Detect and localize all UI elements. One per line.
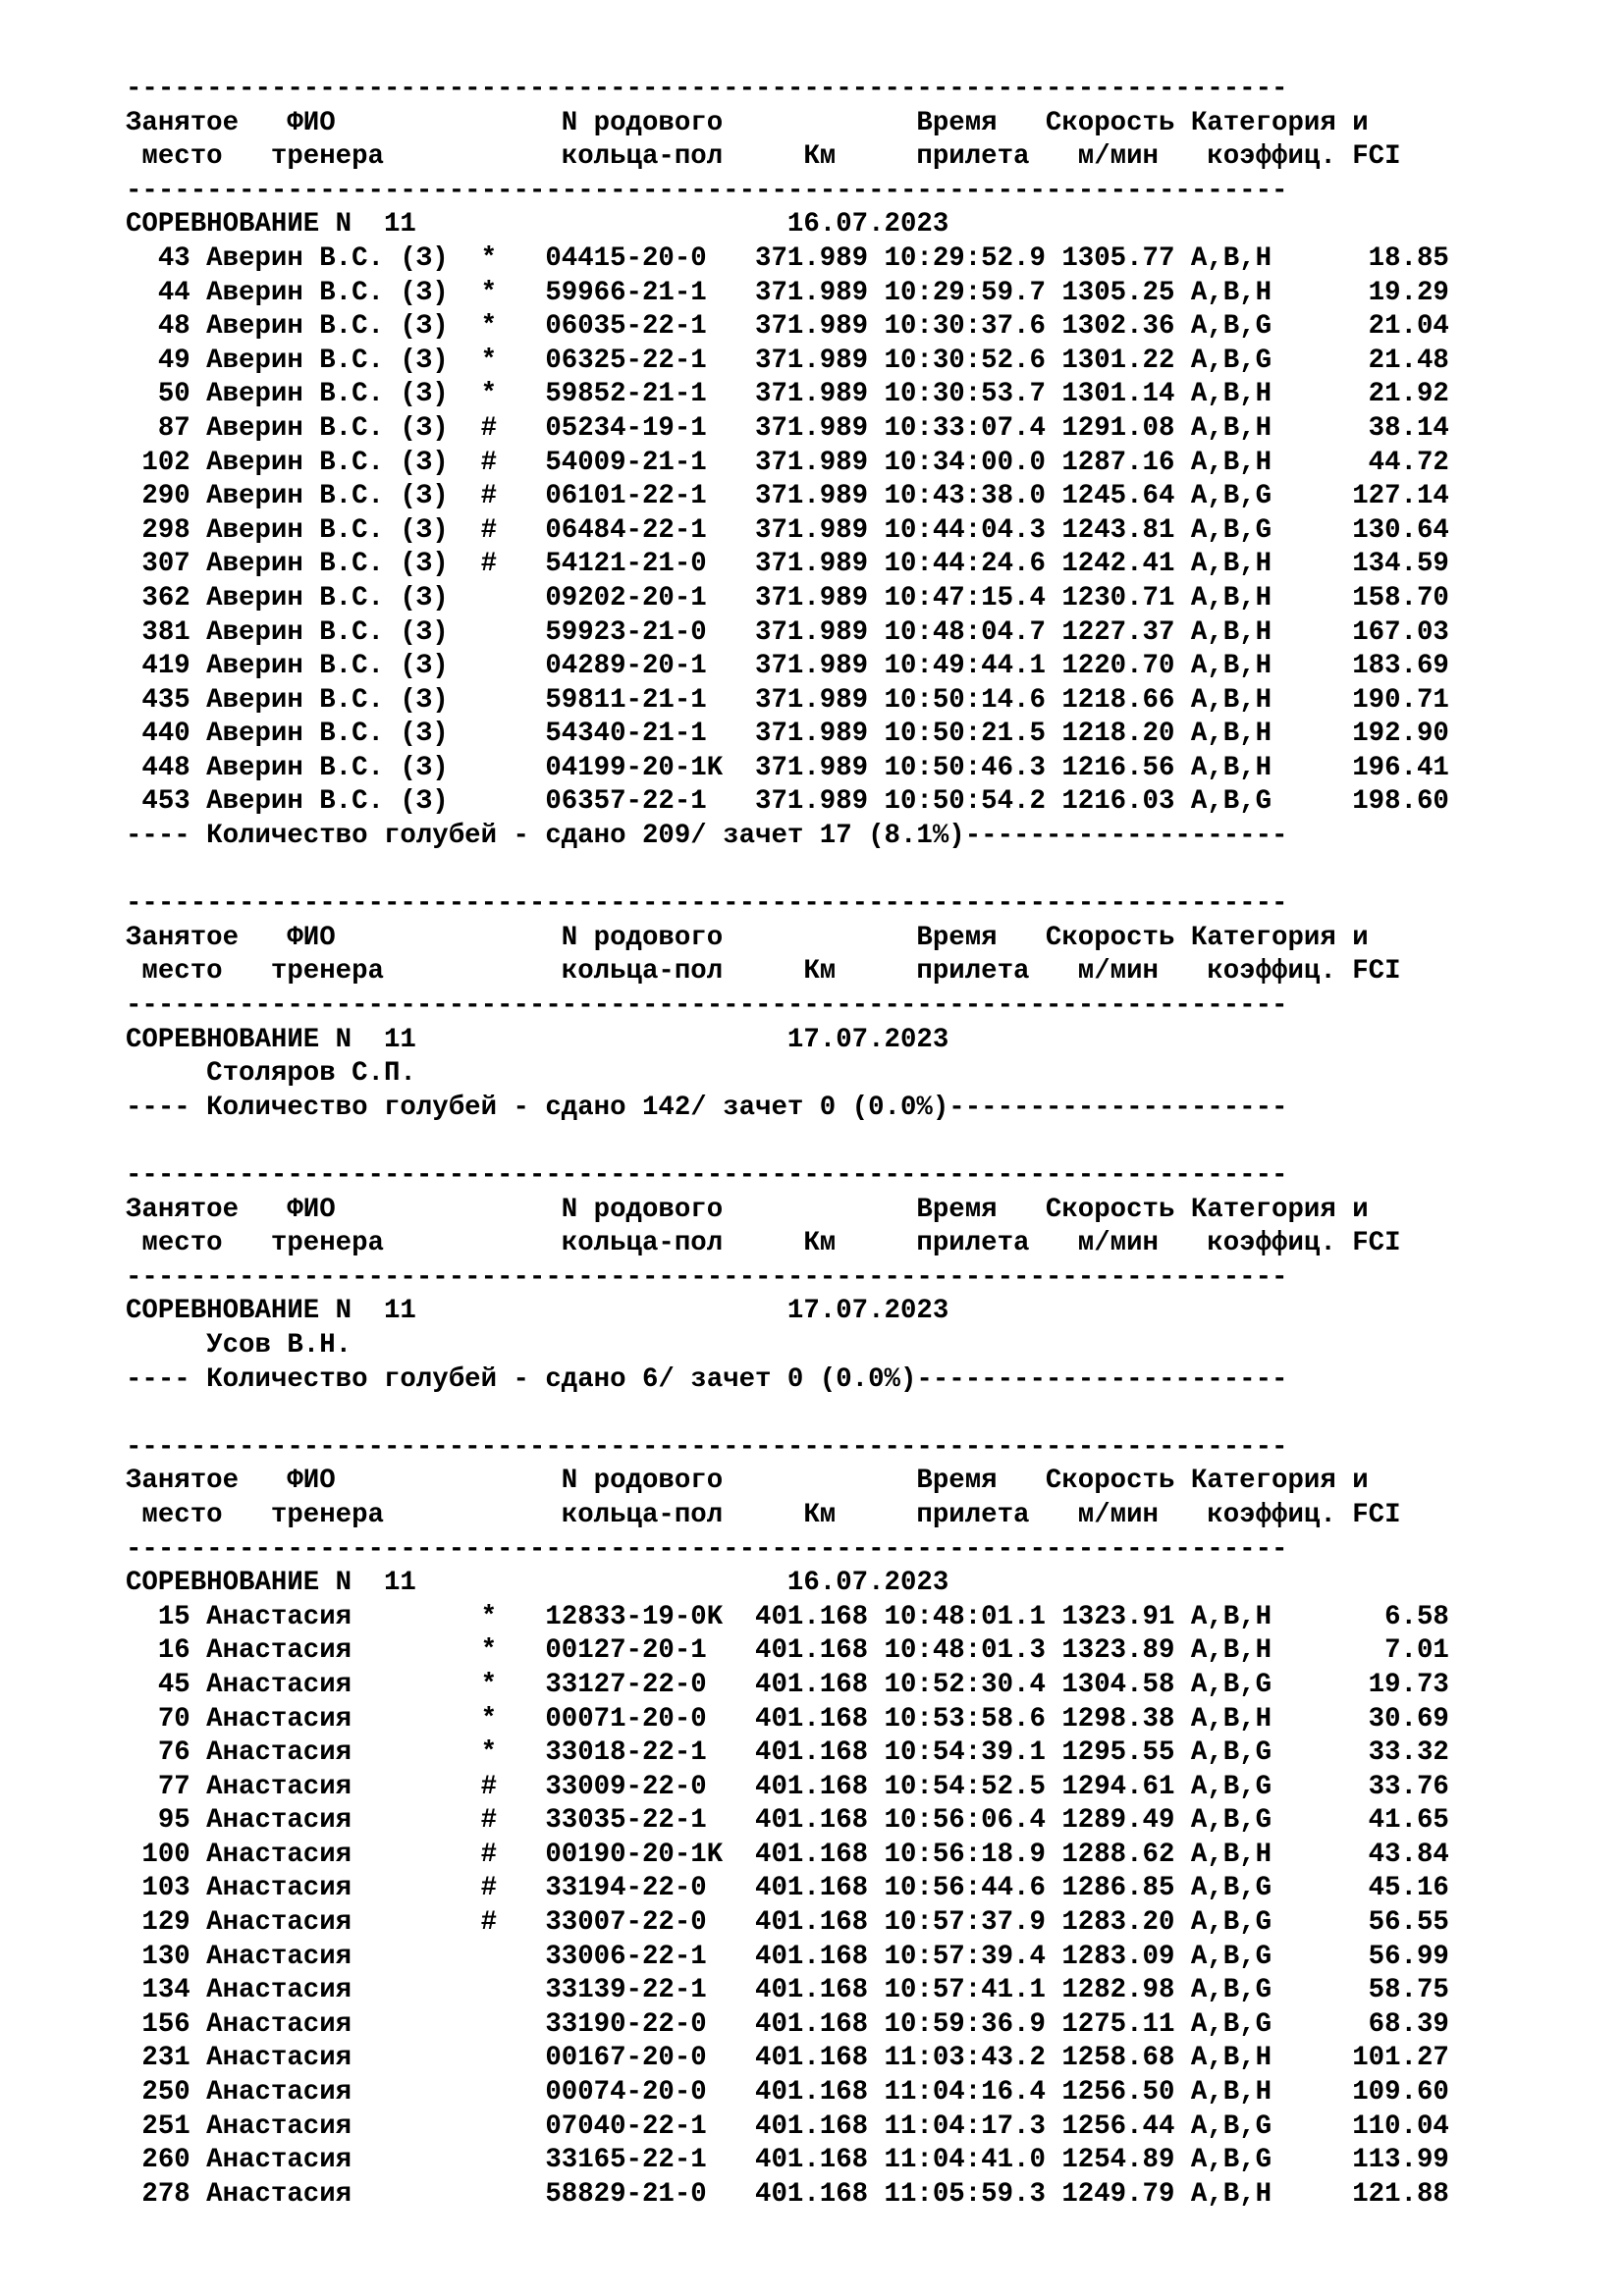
spacer <box>126 1397 1598 1431</box>
spacer <box>126 1125 1598 1159</box>
table-row: 381 Аверин В.С. (З) 59923-21-0 371.989 10:48:04.7 1227.37 A,B,H 167.03 <box>126 616 1449 648</box>
table-row: 448 Аверин В.С. (З) 04199-20-1K 371.989 10:50:46.3 1216.56 A,B,H 196.41 <box>126 752 1449 783</box>
table-header-line-1: Занятое ФИО N родового Время Скорость Категория и <box>126 922 1369 953</box>
table-row: 231 Анастасия 00167-20-0 401.168 11:03:43.2 1258.68 A,B,H 101.27 <box>126 2043 1449 2074</box>
table-header-line-2: место тренера кольца-пол Км прилета м/мин коэффиц. FCI <box>126 1499 1401 1530</box>
table-row: 298 Аверин В.С. (З) # 06484-22-1 371.989 10:44:04.3 1243.81 A,B,G 130.64 <box>126 514 1449 546</box>
table-row: 419 Аверин В.С. (З) 04289-20-1 371.989 10:49:44.1 1220.70 A,B,H 183.69 <box>126 651 1449 682</box>
table-row: 77 Анастасия # 33009-22-0 401.168 10:54:52.5 1294.61 A,B,G 33.76 <box>126 1771 1449 1802</box>
table-row: 50 Аверин В.С. (З) * 59852-21-1 371.989 10:30:53.7 1301.14 A,B,H 21.92 <box>126 379 1449 410</box>
table-row: 16 Анастасия * 00127-20-1 401.168 10:48:01.3 1323.89 A,B,H 7.01 <box>126 1635 1449 1667</box>
table-row: 290 Аверин В.С. (З) # 06101-22-1 371.989 10:43:38.0 1245.64 A,B,G 127.14 <box>126 481 1449 512</box>
table-row: 48 Аверин В.С. (З) * 06035-22-1 371.989 10:30:37.6 1302.36 A,B,G 21.04 <box>126 311 1449 343</box>
separator-line: ------------------------------------------------------------------------ <box>126 1533 1288 1565</box>
competition-title: СОРЕВНОВАНИЕ N 11 17.07.2023 <box>126 1296 949 1327</box>
table-row: 260 Анастасия 33165-22-1 401.168 11:04:41.0 1254.89 A,B,G 113.99 <box>126 2145 1449 2176</box>
table-row: 49 Аверин В.С. (З) * 06325-22-1 371.989 10:30:52.6 1301.22 A,B,G 21.48 <box>126 345 1449 376</box>
table-row: 76 Анастасия * 33018-22-1 401.168 10:54:39.1 1295.55 A,B,G 33.32 <box>126 1737 1449 1769</box>
table-row: 435 Аверин В.С. (З) 59811-21-1 371.989 10:50:14.6 1218.66 A,B,H 190.71 <box>126 684 1449 716</box>
table-row: Усов В.Н. <box>126 1329 352 1361</box>
table-row: 156 Анастасия 33190-22-0 401.168 10:59:36.9 1275.11 A,B,G 68.39 <box>126 2008 1449 2040</box>
separator-line: ------------------------------------------------------------------------ <box>126 1261 1288 1293</box>
table-row: 87 Аверин В.С. (З) # 05234-19-1 371.989 10:33:07.4 1291.08 A,B,H 38.14 <box>126 412 1449 444</box>
table-row: 103 Анастасия # 33194-22-0 401.168 10:56:44.6 1286.85 A,B,G 45.16 <box>126 1873 1449 1904</box>
summary-line: ---- Количество голубей - сдано 142/ зачет 0 (0.0%)--------------------- <box>126 1092 1288 1123</box>
table-row: 95 Анастасия # 33035-22-1 401.168 10:56:06.4 1289.49 A,B,G 41.65 <box>126 1805 1449 1837</box>
table-row: 278 Анастасия 58829-21-0 401.168 11:05:59.3 1249.79 A,B,H 121.88 <box>126 2178 1449 2210</box>
separator-line: ------------------------------------------------------------------------ <box>126 175 1288 206</box>
table-row: 15 Анастасия * 12833-19-0K 401.168 10:48:01.1 1323.91 A,B,H 6.58 <box>126 1601 1449 1632</box>
table-header-line-2: место тренера кольца-пол Км прилета м/мин коэффиц. FCI <box>126 141 1401 173</box>
table-row: 70 Анастасия * 00071-20-0 401.168 10:53:58.6 1298.38 A,B,H 30.69 <box>126 1703 1449 1735</box>
table-header-line-1: Занятое ФИО N родового Время Скорость Категория и <box>126 1466 1369 1497</box>
table-row: 307 Аверин В.С. (З) # 54121-21-0 371.989 10:44:24.6 1242.41 A,B,H 134.59 <box>126 549 1449 580</box>
competition-title: СОРЕВНОВАНИЕ N 11 17.07.2023 <box>126 1024 949 1055</box>
table-row: 251 Анастасия 07040-22-1 401.168 11:04:17.3 1256.44 A,B,G 110.04 <box>126 2110 1449 2142</box>
table-header-line-1: Занятое ФИО N родового Время Скорость Категория и <box>126 107 1369 138</box>
results-report <box>126 73 1598 2212</box>
summary-line: ---- Количество голубей - сдано 209/ зачет 17 (8.1%)-------------------- <box>126 821 1288 852</box>
separator-line: ------------------------------------------------------------------------ <box>126 1160 1288 1191</box>
table-header-line-2: место тренера кольца-пол Км прилета м/мин коэффиц. FCI <box>126 1228 1401 1259</box>
competition-title: СОРЕВНОВАНИЕ N 11 16.07.2023 <box>126 1568 949 1599</box>
table-row: 453 Аверин В.С. (З) 06357-22-1 371.989 10:50:54.2 1216.03 A,B,G 198.60 <box>126 786 1449 818</box>
table-row: 102 Аверин В.С. (З) # 54009-21-1 371.989 10:34:00.0 1287.16 A,B,H 44.72 <box>126 447 1449 478</box>
separator-line: ------------------------------------------------------------------------ <box>126 888 1288 920</box>
table-row: 129 Анастасия # 33007-22-0 401.168 10:57:37.9 1283.20 A,B,G 56.55 <box>126 1907 1449 1939</box>
table-row: 45 Анастасия * 33127-22-0 401.168 10:52:30.4 1304.58 A,B,G 19.73 <box>126 1669 1449 1700</box>
table-row: 130 Анастасия 33006-22-1 401.168 10:57:39.4 1283.09 A,B,G 56.99 <box>126 1941 1449 1972</box>
separator-line: ------------------------------------------------------------------------ <box>126 990 1288 1022</box>
table-row: 134 Анастасия 33139-22-1 401.168 10:57:41.1 1282.98 A,B,G 58.75 <box>126 1975 1449 2006</box>
table-row: 362 Аверин В.С. (З) 09202-20-1 371.989 10:47:15.4 1230.71 A,B,H 158.70 <box>126 582 1449 614</box>
separator-line: ------------------------------------------------------------------------ <box>126 74 1288 104</box>
table-row: Столяров С.П. <box>126 1058 416 1090</box>
competition-title: СОРЕВНОВАНИЕ N 11 16.07.2023 <box>126 209 949 240</box>
spacer <box>126 854 1598 888</box>
table-row: 440 Аверин В.С. (З) 54340-21-1 371.989 10:50:21.5 1218.20 A,B,H 192.90 <box>126 719 1449 750</box>
table-row: 43 Аверин В.С. (З) * 04415-20-0 371.989 10:29:52.9 1305.77 A,B,H 18.85 <box>126 242 1449 274</box>
table-row: 44 Аверин В.С. (З) * 59966-21-1 371.989 10:29:59.7 1305.25 A,B,H 19.29 <box>126 277 1449 308</box>
table-header-line-2: место тренера кольца-пол Км прилета м/мин коэффиц. FCI <box>126 956 1401 988</box>
separator-line: ------------------------------------------------------------------------ <box>126 1431 1288 1463</box>
summary-line: ---- Количество голубей - сдано 6/ зачет 0 (0.0%)----------------------- <box>126 1363 1288 1395</box>
table-header-line-1: Занятое ФИО N родового Время Скорость Категория и <box>126 1194 1369 1225</box>
table-row: 250 Анастасия 00074-20-0 401.168 11:04:16.4 1256.50 A,B,H 109.60 <box>126 2077 1449 2109</box>
table-row: 100 Анастасия # 00190-20-1K 401.168 10:56:18.9 1288.62 A,B,H 43.84 <box>126 1839 1449 1870</box>
